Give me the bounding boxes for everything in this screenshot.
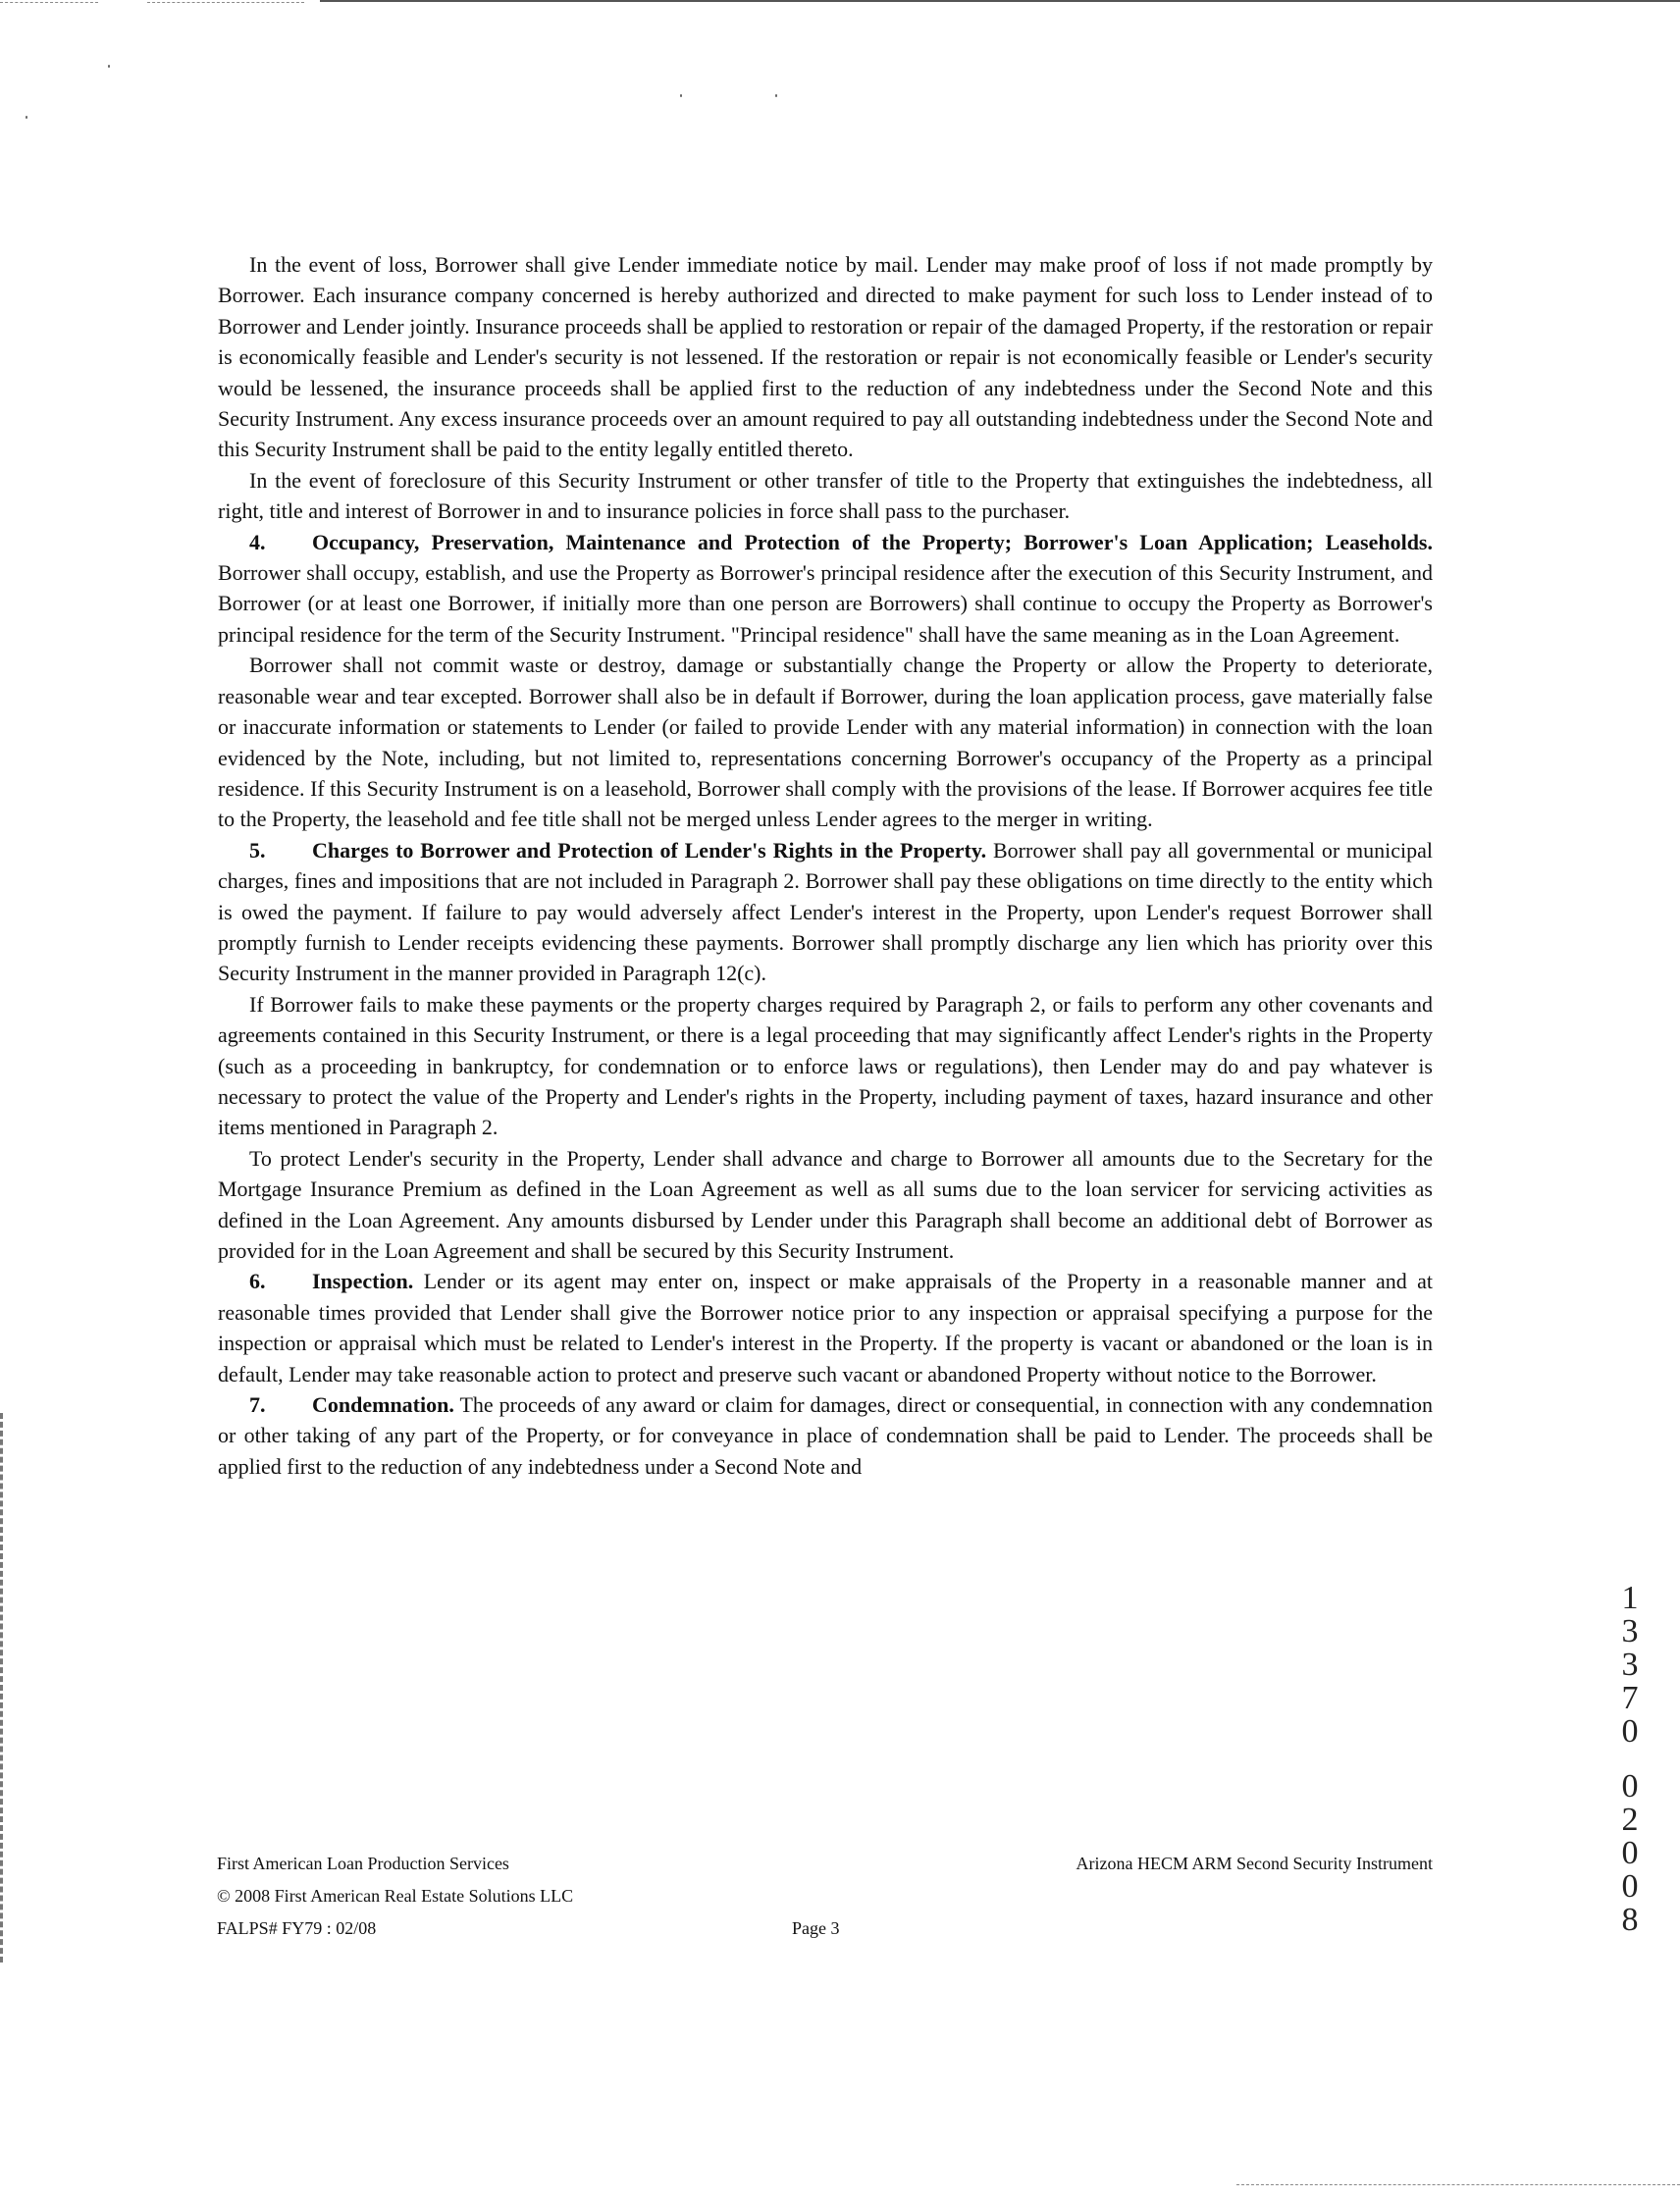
footer-copyright: © 2008 First American Real Estate Solutions LLC	[217, 1886, 574, 1906]
paragraph	[218, 650, 1433, 834]
recording-stamp	[1617, 1582, 1643, 1937]
scan-speck	[775, 94, 777, 97]
paragraph	[218, 989, 1433, 1143]
stamp-digit: 2	[1621, 1802, 1639, 1838]
stamp-digit: 0	[1621, 1713, 1639, 1750]
paragraph-number: 4.	[249, 529, 266, 554]
paragraph-number: 5.	[249, 837, 266, 863]
page-number: Page 3	[792, 1918, 840, 1938]
stamp-digit: 0	[1621, 1868, 1639, 1905]
footer-form-id: FALPS# FY79 : 02/08	[217, 1918, 377, 1938]
footer-document-title: Arizona HECM ARM Second Security Instrument	[1076, 1854, 1433, 1873]
document-body	[218, 249, 1433, 1482]
paragraph-heading: Charges to Borrower and Protection of Lender's Rights in the Property.	[312, 837, 987, 863]
paragraph-number: 6.	[249, 1269, 266, 1294]
paragraph-heading: Inspection.	[312, 1269, 414, 1294]
stamp-digit: 3	[1621, 1613, 1639, 1649]
paragraph-text: Lender or its agent may enter on, inspect or make appraisals of the Property in a reasonable manner and at reasonable times provided that Lender shall give the Borrower notice prior to any inspection or appraisal specifying a purpose for the inspection or appraisal which must be related to Lender's interest in the Property. If the property is vacant or abandoned or the loan is in default, Lender may take reasonable action to protect and preserve such vacant or abandoned Property without notice to the Borrower.	[218, 1269, 1434, 1387]
paragraph	[218, 1143, 1433, 1267]
numbered-paragraph	[218, 835, 1433, 989]
paragraph-text: If Borrower fails to make these payments or the property charges required by Paragraph 2, or fails to perform any other covenants and agreements contained in this Security Instrument, or there is a legal proceeding that may significantly affect Lender's rights in the Property (such as a proceeding in bankruptcy, for condemnation or to enforce laws or regulations), then Lender may do and pay whatever is necessary to protect the value of the Property and Lender's rights in the Property, including payment of taxes, hazard insurance and other items mentioned in Paragraph 2.	[218, 991, 1433, 1140]
paragraph-heading: Occupancy, Preservation, Maintenance and Protection of the Property; Borrower's Loan Application; Leaseholds.	[312, 529, 1433, 554]
paragraph-number: 7.	[249, 1392, 266, 1418]
numbered-paragraph	[218, 527, 1433, 651]
paragraph-text: In the event of foreclosure of this Security Instrument or other transfer of title to the Property that extinguishes the indebtedness, all right, title and interest of Borrower in and to insurance policies in force shall pass to the purchaser.	[218, 467, 1433, 524]
numbered-paragraph	[218, 1389, 1433, 1482]
scan-edge-marks	[0, 1413, 6, 1962]
scan-edge-line	[1236, 2184, 1680, 2185]
paragraph-text: Borrower shall pay all governmental or municipal charges, fines and impositions that are not included in Paragraph 2. Borrower shall pay these obligations on time directly to the entity which is owed the payment. If failure to pay would adversely affect Lender's interest in the Property, upon Lender's request Borrower shall promptly furnish to Lender receipts evidencing these payments. Borrower shall promptly discharge any lien which has priority over this Security Instrument in the manner provided in Paragraph 12(c).	[218, 837, 1433, 986]
footer-left	[217, 1848, 573, 1945]
paragraph-text: To protect Lender's security in the Property, Lender shall advance and charge to Borrower all amounts due to the Secretary for the Mortgage Insurance Premium as defined in the Loan Agreement as well as all sums due to the loan servicer for servicing activities as defined in the Loan Agreement. Any amounts disbursed by Lender under this Paragraph shall become an additional debt of Borrower as provided for in the Loan Agreement and shall be secured by this Security Instrument.	[218, 1145, 1433, 1263]
scan-speck	[108, 65, 110, 68]
stamp-digit: 3	[1621, 1647, 1639, 1683]
scan-speck	[26, 116, 27, 119]
scan-edge-dash	[0, 2, 98, 3]
footer-company: First American Loan Production Services	[217, 1854, 509, 1873]
stamp-digit: 0	[1621, 1835, 1639, 1871]
paragraph	[218, 249, 1433, 465]
paragraph	[218, 465, 1433, 527]
paragraph-text: Borrower shall occupy, establish, and use the Property as Borrower's principal residence after the execution of this Security Instrument, and Borrower (or at least one Borrower, if initially more than one person are Borrowers) shall continue to occupy the Property as Borrower's principal residence for the term of the Security Instrument. "Principal residence" shall have the same meaning as in the Loan Agreement.	[218, 560, 1433, 647]
paragraph-text: In the event of loss, Borrower shall give Lender immediate notice by mail. Lender may make proof of loss if not made promptly by Borrower. Each insurance company concerned is hereby authorized and directed to make payment for such loss to Lender instead of to Borrower and Lender jointly. Insurance proceeds shall be applied to restoration or repair of the damaged Property, if the restoration or repair is economically feasible and Lender's security is not lessened. If the restoration or repair is not economically feasible or Lender's security would be lessened, the insurance proceeds shall be applied first to the reduction of any indebtedness under the Second Note and this Security Instrument. Any excess insurance proceeds over an amount required to pay all outstanding indebtedness under the Second Note and this Security Instrument shall be paid to the entity legally entitled thereto.	[218, 252, 1433, 462]
stamp-digit: 1	[1621, 1580, 1639, 1616]
paragraph-heading: Condemnation.	[312, 1392, 454, 1418]
scan-speck	[680, 94, 682, 97]
stamp-digit: 7	[1621, 1680, 1639, 1716]
stamp-digit: 8	[1621, 1902, 1639, 1938]
numbered-paragraph	[218, 1266, 1433, 1389]
stamp-digit: 0	[1621, 1768, 1639, 1805]
scan-edge-line	[320, 0, 1680, 2]
scan-edge-dash	[147, 2, 304, 3]
paragraph-text: The proceeds of any award or claim for damages, direct or consequential, in connection with any condemnation or other taking of any part of the Property, or for conveyance in place of condemnation shall be paid to Lender. The proceeds shall be applied first to the reduction of any indebtedness under a Second Note and	[218, 1392, 1433, 1479]
paragraph-text: Borrower shall not commit waste or destroy, damage or substantially change the Property or allow the Property to deteriorate, reasonable wear and tear excepted. Borrower shall also be in default if Borrower, during the loan application process, gave materially false or inaccurate information or statements to Lender (or failed to provide Lender with any material information) in connection with the loan evidenced by the Note, including, but not limited to, representations concerning Borrower's occupancy of the Property as a principal residence. If this Security Instrument is on a leasehold, Borrower shall comply with the provisions of the lease. If Borrower acquires fee title to the Property, the leasehold and fee title shall not be merged unless Lender agrees to the merger in writing.	[218, 653, 1433, 832]
